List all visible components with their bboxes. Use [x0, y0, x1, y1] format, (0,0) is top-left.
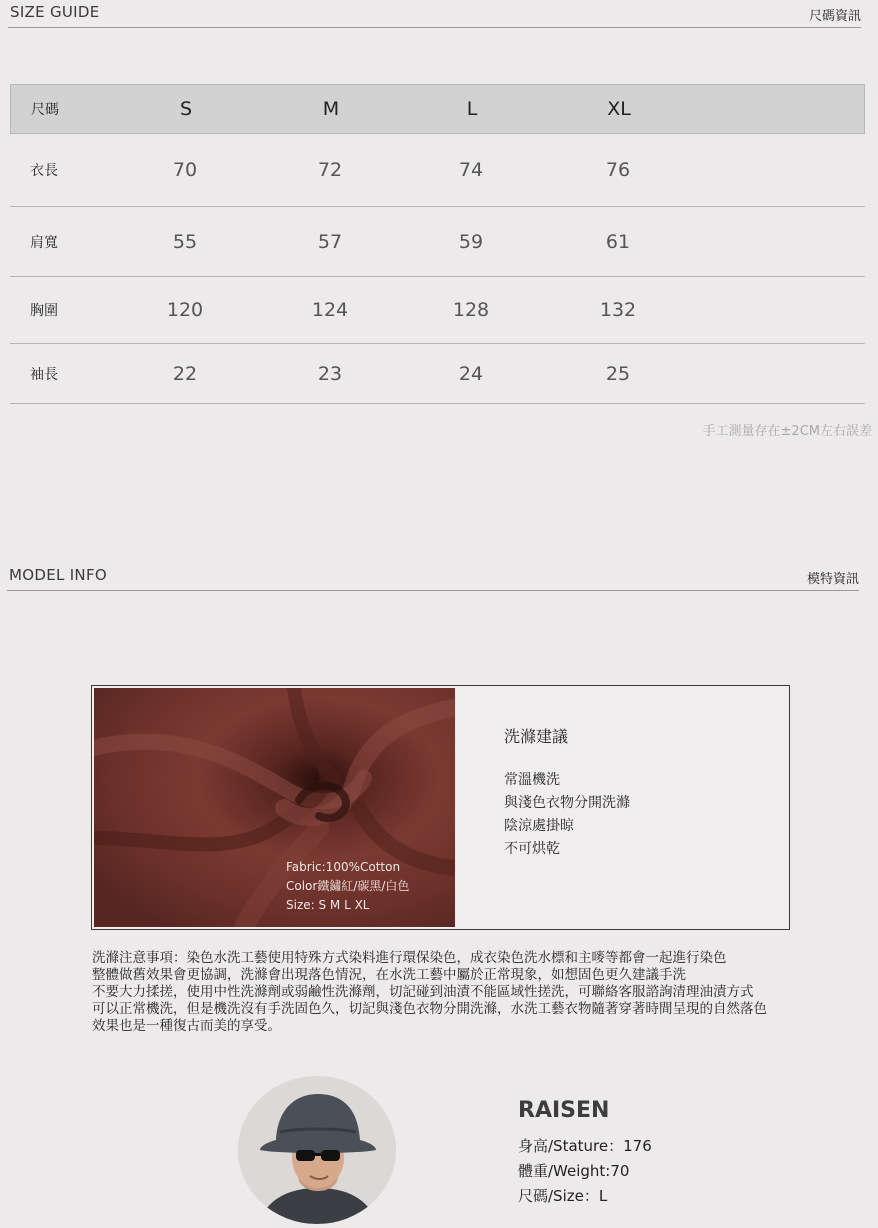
size-line: Size: S M L XL: [286, 898, 370, 912]
table-cell: 120: [166, 299, 204, 321]
header-label: 尺碼: [31, 102, 59, 118]
header-size-s: S: [179, 98, 193, 120]
table-cell: 76: [605, 159, 631, 181]
model-name: RAISEN: [518, 1098, 610, 1123]
table-cell: 124: [311, 299, 349, 321]
row-label: 肩寬: [30, 234, 58, 251]
care-line: 可以正常機洗，但是機洗沒有手洗固色久，切記與淺色衣物分開洗滌，水洗工藝衣物隨著穿著時間呈現的自然落色: [92, 1001, 767, 1017]
care-line: 洗滌注意事項：染色水洗工藝使用特殊方式染料進行環保染色，成衣染色洗水標和主嘜等都會一起進行染色: [92, 950, 727, 966]
measurement-note: 手工測量存在±2CM左右誤差: [702, 424, 872, 439]
list-item: 常溫機洗: [504, 772, 560, 788]
table-cell: 132: [599, 299, 637, 321]
model-info-title-zh: 模特資訊: [806, 572, 859, 587]
table-row-chest: [10, 277, 865, 344]
header-size-xl: XL: [607, 98, 631, 120]
fabric-photo: [94, 688, 455, 927]
table-cell: 23: [317, 362, 343, 385]
size-guide-title-zh: 尺碼資訊: [808, 9, 861, 24]
table-row-shoulder: [10, 207, 865, 277]
care-notes: [92, 950, 852, 1035]
table-cell: 128: [452, 299, 490, 321]
list-item: 與淺色衣物分開洗滌: [504, 795, 630, 811]
table-cell: 70: [172, 159, 198, 181]
model-avatar: [238, 1076, 396, 1224]
model-weight: 體重/Weight:70: [518, 1162, 630, 1180]
table-cell: 61: [605, 230, 631, 253]
header-size-m: M: [322, 98, 340, 120]
table-cell: 74: [458, 159, 484, 181]
care-line: 效果也是一種復古而美的享受。: [92, 1018, 281, 1034]
model-info-header: [7, 563, 859, 591]
table-row-length: [10, 134, 865, 207]
table-cell: 25: [605, 362, 631, 385]
model-stats: [518, 1134, 652, 1209]
table-cell: 59: [458, 230, 484, 253]
row-label: 袖長: [30, 366, 58, 383]
row-label: 衣長: [30, 163, 58, 179]
fabric-card: [91, 685, 790, 930]
care-line: 整體做舊效果會更協調，洗滌會出現落色情況，在水洗工藝中屬於正常現象，如想固色更久建議手洗: [92, 967, 686, 983]
table-cell: 72: [317, 159, 343, 181]
size-guide-title: SIZE GUIDE: [10, 3, 100, 21]
color-line: Color鐵鏽紅/碳黑/白色: [286, 879, 410, 893]
table-row-sleeve: [10, 344, 865, 404]
table-cell: 55: [172, 230, 198, 253]
model-size: 尺碼/Size：L: [518, 1187, 608, 1205]
fabric-specs: [286, 858, 409, 915]
wash-advice: [504, 724, 630, 861]
care-line: 不要大力揉搓，使用中性洗滌劑或弱鹼性洗滌劑，切記碰到油漬不能區域性搓洗，可聯絡客服諮詢清理油漬方式: [92, 984, 754, 1000]
fabric-line: Fabric:100%Cotton: [286, 860, 401, 874]
row-label: 胸圍: [30, 303, 58, 319]
model-info-title: MODEL INFO: [9, 566, 107, 584]
model-stature: 身高/Stature：176: [518, 1137, 652, 1155]
size-table-header: [10, 84, 865, 134]
model-portrait-graphic: [238, 1076, 396, 1224]
table-cell: 24: [458, 362, 484, 385]
table-cell: 22: [172, 362, 198, 385]
size-table: [10, 84, 865, 404]
list-item: 陰涼處掛晾: [504, 818, 574, 834]
header-size-l: L: [466, 98, 478, 120]
table-cell: 57: [317, 230, 343, 253]
wash-title: 洗滌建議: [504, 727, 569, 746]
size-guide-header: [8, 0, 861, 28]
list-item: 不可烘乾: [504, 841, 560, 857]
